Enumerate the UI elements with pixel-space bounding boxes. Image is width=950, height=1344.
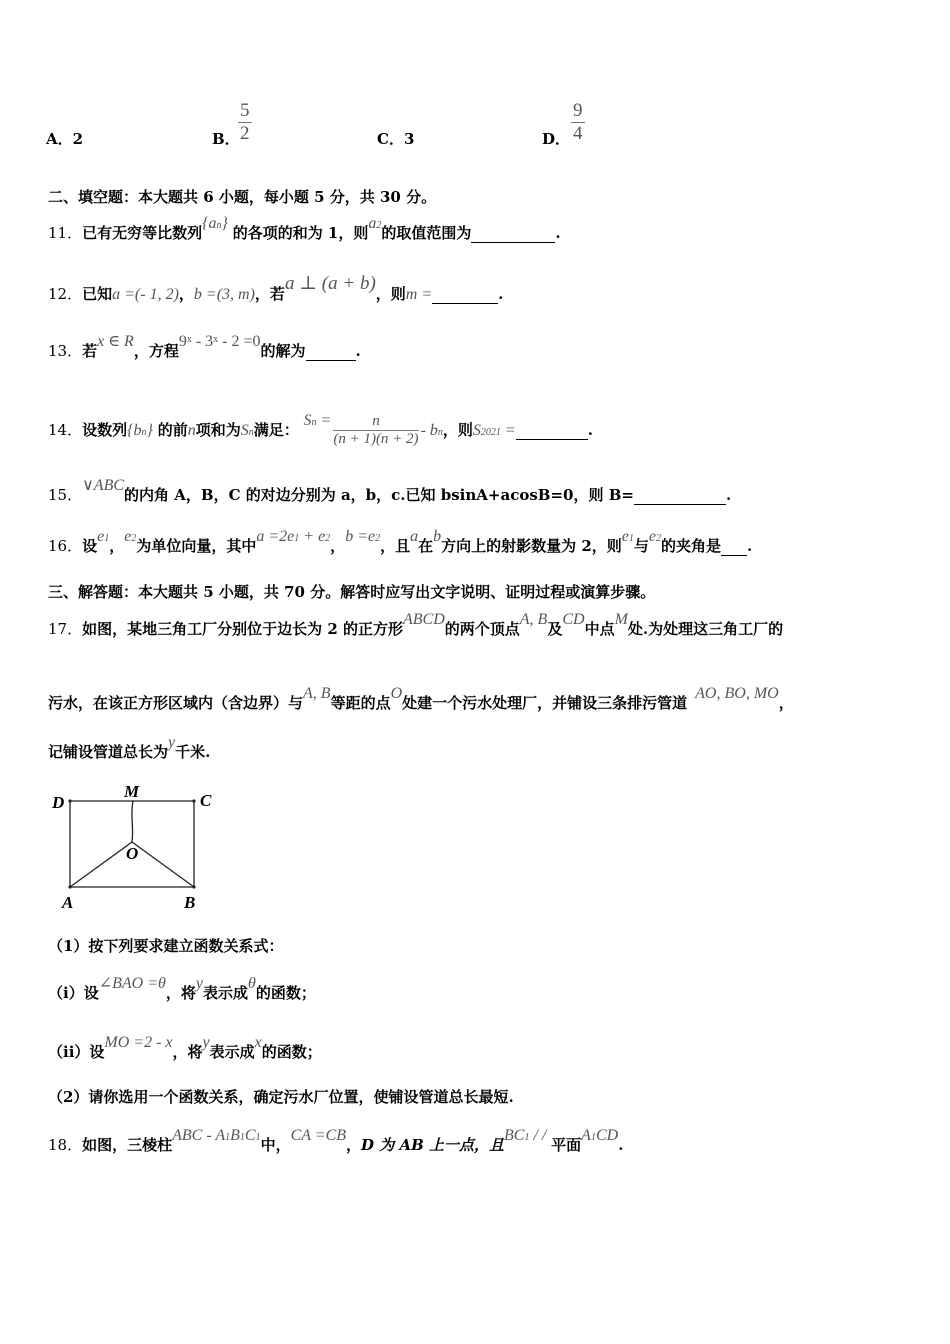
q16-math-2: e2 xyxy=(124,528,137,545)
q14-math-7: S2021 = xyxy=(472,421,516,439)
label-a: A xyxy=(62,893,74,912)
label-c: C xyxy=(200,791,212,810)
q11-text-1: 已有无穷等比数列 xyxy=(82,224,203,242)
q11-math-1: {an} xyxy=(202,215,228,232)
q16-math-3: a =2e1 + e2 xyxy=(256,528,331,545)
q11-math-2: a2 xyxy=(368,215,382,232)
q16-text-2: ， xyxy=(109,537,125,555)
q17-pi-text-c: 表示成 xyxy=(203,984,249,1002)
q16-text-9: 的夹角是 xyxy=(661,537,722,555)
q16-text-3: 为单位向量，其中 xyxy=(136,537,257,555)
q13-number: 13． xyxy=(48,342,83,360)
question-14 xyxy=(48,413,593,449)
q13-math-1: x ∈ R xyxy=(97,333,134,350)
q17-pii-math-2: y xyxy=(202,1034,210,1051)
q16-math-7: e1 xyxy=(621,528,634,545)
q17-line2-text-d: ， xyxy=(778,694,794,712)
q14-text-1: 设数列 xyxy=(82,420,128,439)
q17-pii-text-a: （ii）设 xyxy=(48,1043,105,1061)
q17-pi-text-b: ，将 xyxy=(165,984,196,1002)
pipe-mo xyxy=(132,801,133,842)
q14-fraction xyxy=(333,413,418,449)
q16-text-8: 与 xyxy=(633,537,649,555)
q17-part-1: （1）按下列要求建立函数关系式： xyxy=(48,937,284,955)
q12-math-4: m = xyxy=(405,286,433,303)
q17-part-2: （2）请你选用一个函数关系，确定污水厂位置，使铺设管道总长最短. xyxy=(48,1088,514,1106)
q17-line1-math-3: CD xyxy=(562,611,585,628)
question-16 xyxy=(48,528,753,556)
q17-line2-math-1: A, B xyxy=(303,685,331,702)
q17-line1-text-d: 中点 xyxy=(584,620,615,638)
q18-period: . xyxy=(618,1136,624,1154)
q18-text-4: D 为 AB 上一点，且 xyxy=(361,1136,505,1154)
q16-text-4: ， xyxy=(330,537,346,555)
q17-pii-math-1: MO =2 - x xyxy=(104,1034,173,1051)
q13-text-1: 若 xyxy=(82,342,98,360)
q13-text-3: 的解为 xyxy=(260,342,306,360)
q14-math-2: n xyxy=(187,421,196,439)
q17-line2-math-2: O xyxy=(390,685,403,702)
q12-period: . xyxy=(498,285,504,303)
q17-pii-math-3: x xyxy=(254,1034,262,1051)
option-a: A．2 xyxy=(46,130,84,148)
option-b-fraction xyxy=(238,100,252,145)
q15-number: 15． xyxy=(48,486,83,504)
point-b xyxy=(192,885,195,888)
pipe-ao xyxy=(70,842,132,887)
q18-math-4: A1CD xyxy=(581,1127,619,1144)
q15-text-1: 的内角 A，B，C 的对边分别为 a，b，c.已知 bsinA+acosB=0，则 B= xyxy=(124,486,634,504)
q14-fraction-denominator: (n + 1)(n + 2) xyxy=(333,431,419,448)
q17-pii-text-d: 的函数； xyxy=(261,1043,322,1061)
section-2-heading: 二、填空题：本大题共 6 小题，每小题 5 分，共 30 分。 xyxy=(48,188,437,206)
q18-text-5: 平面 xyxy=(551,1136,582,1154)
q17-line3-text-a: 记铺设管道总长为 xyxy=(48,743,169,761)
q11-answer-blank[interactable] xyxy=(471,224,555,243)
q14-text-3: 项和为 xyxy=(195,420,241,439)
q16-text-7: 方向上的射影数量为 2，则 xyxy=(441,537,622,555)
q17-line1-text-a: 如图，某地三角工厂分别位于边长为 2 的正方形 xyxy=(82,620,403,638)
q14-math-4: Sn = xyxy=(303,411,332,429)
question-18 xyxy=(48,1127,624,1155)
option-d-denominator: 4 xyxy=(573,122,583,144)
q17-line1-text-c: 及 xyxy=(547,620,563,638)
q17-line3-text-b: 千米. xyxy=(175,743,211,761)
option-d-fraction xyxy=(571,100,585,145)
q12-text-3: ，若 xyxy=(254,285,285,303)
q18-text-3: ， xyxy=(346,1136,362,1154)
option-d-label: D． xyxy=(542,130,571,148)
q17-pi-math-1: ∠BAO =θ xyxy=(98,975,166,992)
q17-line2-text-c: 处建一个污水处理厂，并铺设三条排污管道 xyxy=(402,694,688,712)
option-c: C．3 xyxy=(377,130,415,148)
q14-text-2: 的前 xyxy=(157,420,188,439)
q14-fraction-numerator: n xyxy=(333,413,418,431)
pipe-bo xyxy=(132,842,194,887)
q12-math-3: a ⊥ (a + b) xyxy=(284,273,376,294)
q14-answer-blank[interactable] xyxy=(516,421,588,440)
q14-text-4: 满足： xyxy=(253,420,299,439)
q15-period: . xyxy=(725,486,732,504)
q17-line1-math-2: A, B xyxy=(519,611,548,628)
label-m: M xyxy=(124,782,140,801)
q12-number: 12． xyxy=(48,285,83,303)
q17-line1-text-b: 的两个顶点 xyxy=(444,620,520,638)
q12-text-2: ， xyxy=(178,285,194,303)
q13-text-2: ，方程 xyxy=(133,342,179,360)
q17-line2-text-a: 污水，在该正方形区域内（含边界）与 xyxy=(48,694,304,712)
question-12 xyxy=(48,273,504,306)
q18-math-1: ABC - A1B1C1 xyxy=(172,1127,261,1144)
q17-line-1 xyxy=(48,611,784,639)
q14-period: . xyxy=(587,420,593,439)
q14-text-5: ，则 xyxy=(442,420,473,439)
option-b-denominator: 2 xyxy=(240,122,250,144)
question-11 xyxy=(48,215,561,243)
q17-line1-text-e: 处.为处理这三角工厂的 xyxy=(627,620,784,638)
q18-math-3: BC1 / / xyxy=(504,1127,547,1144)
q17-pii-text-b: ，将 xyxy=(172,1043,203,1061)
label-d: D xyxy=(52,793,65,812)
q16-period: . xyxy=(747,537,753,555)
q17-line2-math-3: AO, BO, MO xyxy=(695,685,779,702)
q13-period: . xyxy=(355,342,361,360)
q16-math-1: e1 xyxy=(97,528,110,545)
q17-line1-math-4: M xyxy=(614,611,628,628)
label-o: O xyxy=(126,844,139,863)
q17-line-3 xyxy=(48,734,211,762)
q16-math-6: b xyxy=(433,528,442,545)
question-13 xyxy=(48,333,361,361)
q16-math-5: a xyxy=(410,528,419,545)
q12-math-1: a =(- 1, 2) xyxy=(112,286,179,303)
section-3-heading: 三、解答题：本大题共 5 小题，共 70 分。解答时应写出文字说明、证明过程或演算步骤。 xyxy=(48,583,656,601)
q11-number: 11． xyxy=(48,224,83,242)
label-b: B xyxy=(184,893,196,912)
q17-number: 17． xyxy=(48,620,83,638)
q11-period: . xyxy=(555,224,561,242)
q17-pi-math-3: θ xyxy=(248,975,256,992)
q11-text-2: 的各项的和为 1，则 xyxy=(232,224,369,242)
option-b-label: B． xyxy=(212,130,240,148)
point-d xyxy=(68,799,71,802)
q17-pi-text-d: 的函数； xyxy=(255,984,316,1002)
q11-text-3: 的取值范围为 xyxy=(381,224,472,242)
q13-answer-blank[interactable] xyxy=(306,342,356,361)
q16-answer-blank[interactable] xyxy=(721,537,747,556)
q17-line3-math: y xyxy=(168,734,176,751)
q16-math-4: b =e2 xyxy=(345,528,381,545)
q17-pi-math-2: y xyxy=(195,975,203,992)
question-15 xyxy=(48,477,732,505)
q16-text-6: 在 xyxy=(418,537,434,555)
q14-number: 14． xyxy=(48,420,83,439)
q16-math-8: e2 xyxy=(648,528,662,545)
q17-line2-text-b: 等距的点 xyxy=(330,694,391,712)
q18-math-2: CA =CB xyxy=(290,1127,347,1144)
q17-line1-math-1: ABCD xyxy=(402,611,445,628)
q16-number: 16． xyxy=(48,537,83,555)
q14-math-1: {bn} xyxy=(127,421,153,439)
q12-math-2: b =(3, m) xyxy=(193,286,255,303)
q12-text-1: 已知 xyxy=(82,285,113,303)
option-b-numerator: 5 xyxy=(240,100,250,121)
q18-number: 18． xyxy=(48,1136,83,1154)
q12-answer-blank[interactable] xyxy=(432,285,498,304)
q14-math-6: - bn xyxy=(420,421,443,439)
point-c xyxy=(192,799,195,802)
square-figure xyxy=(44,778,224,918)
q17-line-2 xyxy=(48,685,794,713)
q18-text-2: 中， xyxy=(260,1136,291,1154)
q16-text-1: 设 xyxy=(82,537,98,555)
q14-math-3: Sn xyxy=(240,421,254,439)
q13-math-2: 9$^x$ - 3$^x$ - 2 =0 xyxy=(178,333,261,350)
point-a xyxy=(68,885,71,888)
q17-pii-text-c: 表示成 xyxy=(209,1043,255,1061)
q15-answer-blank[interactable] xyxy=(634,486,726,505)
q15-math-1: ∨ABC xyxy=(82,477,125,494)
q18-text-1: 如图，三棱柱 xyxy=(82,1136,173,1154)
q17-part-i xyxy=(48,975,316,1003)
q17-part-ii xyxy=(48,1034,322,1062)
option-d-numerator: 9 xyxy=(573,100,583,121)
q16-text-5: ，且 xyxy=(380,537,411,555)
q17-pi-text-a: （i）设 xyxy=(48,984,99,1002)
q12-text-4: ，则 xyxy=(375,285,406,303)
